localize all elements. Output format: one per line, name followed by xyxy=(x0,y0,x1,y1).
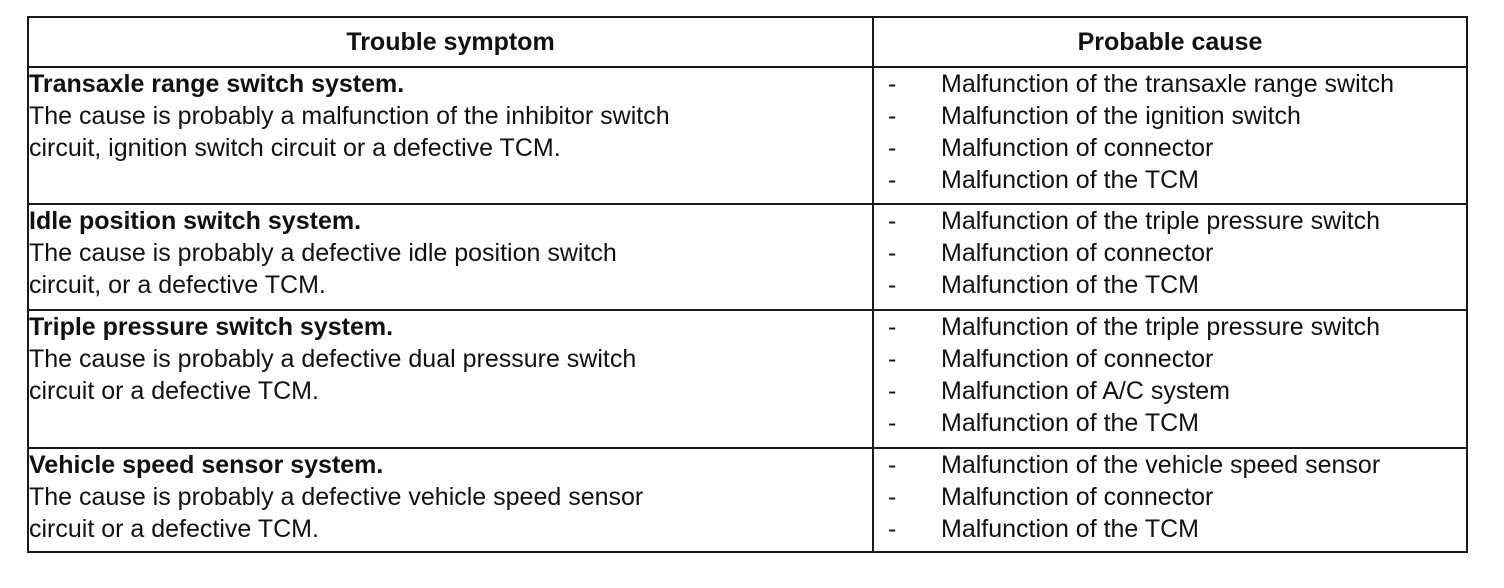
bullet-dash: - xyxy=(888,70,897,98)
table-row xyxy=(28,310,1467,448)
symptom-title: Vehicle speed sensor system. xyxy=(29,451,384,479)
cause-text: Malfunction of the TCM xyxy=(941,271,1199,299)
symptom-cell xyxy=(28,448,873,552)
cause-item xyxy=(874,237,1466,269)
cause-list xyxy=(874,449,1466,545)
cause-item xyxy=(874,481,1466,513)
bullet-dash: - xyxy=(888,345,897,373)
header-trouble-symptom: Trouble symptom xyxy=(28,17,873,67)
cause-cell xyxy=(873,310,1467,448)
cause-item xyxy=(874,269,1466,301)
symptom-description: The cause is probably a defective dual pressure switch circuit or a defective TCM. xyxy=(29,345,637,405)
cause-item xyxy=(874,343,1466,375)
cause-item xyxy=(874,68,1466,100)
cause-item xyxy=(874,311,1466,343)
symptom-description: The cause is probably a defective vehicle speed sensor circuit or a defective TCM. xyxy=(29,483,644,543)
cause-item xyxy=(874,449,1466,481)
cause-text: Malfunction of connector xyxy=(941,345,1214,373)
cause-item xyxy=(874,100,1466,132)
cause-text: Malfunction of A/C system xyxy=(941,377,1231,405)
bullet-dash: - xyxy=(888,313,897,341)
symptom-title: Idle position switch system. xyxy=(29,207,362,235)
table-row xyxy=(28,204,1467,310)
cause-cell xyxy=(873,204,1467,310)
bullet-dash: - xyxy=(888,239,897,267)
symptom-title: Transaxle range switch system. xyxy=(29,70,405,98)
cause-text: Malfunction of the TCM xyxy=(941,515,1199,543)
cause-item xyxy=(874,164,1466,196)
cause-text: Malfunction of the TCM xyxy=(941,166,1199,194)
table-header-row xyxy=(28,17,1467,67)
cause-text: Malfunction of connector xyxy=(941,134,1214,162)
symptom-title: Triple pressure switch system. xyxy=(29,313,394,341)
table-row xyxy=(28,448,1467,552)
bullet-dash: - xyxy=(888,102,897,130)
cause-item xyxy=(874,132,1466,164)
symptom-description: The cause is probably a defective idle position switch circuit, or a defective TCM. xyxy=(29,239,617,299)
bullet-dash: - xyxy=(888,451,897,479)
cause-item xyxy=(874,375,1466,407)
cause-cell xyxy=(873,448,1467,552)
symptom-description: The cause is probably a malfunction of the inhibitor switch circuit, ignition switch circuit or a defective TCM. xyxy=(29,102,670,162)
cause-cell xyxy=(873,67,1467,204)
cause-text: Malfunction of the triple pressure switch xyxy=(941,207,1381,235)
symptom-cell xyxy=(28,67,873,204)
symptom-cell xyxy=(28,204,873,310)
bullet-dash: - xyxy=(888,271,897,299)
cause-text: Malfunction of the transaxle range switch xyxy=(941,70,1395,98)
cause-text: Malfunction of connector xyxy=(941,239,1214,267)
cause-item xyxy=(874,513,1466,545)
cause-list xyxy=(874,311,1466,439)
table-row xyxy=(28,67,1467,204)
cause-text: Malfunction of the triple pressure switch xyxy=(941,313,1381,341)
bullet-dash: - xyxy=(888,515,897,543)
cause-text: Malfunction of the TCM xyxy=(941,409,1199,437)
cause-text: Malfunction of connector xyxy=(941,483,1214,511)
cause-text: Malfunction of the vehicle speed sensor xyxy=(941,451,1381,479)
bullet-dash: - xyxy=(888,207,897,235)
bullet-dash: - xyxy=(888,377,897,405)
cause-text: Malfunction of the ignition switch xyxy=(941,102,1301,130)
bullet-dash: - xyxy=(888,134,897,162)
bullet-dash: - xyxy=(888,483,897,511)
bullet-dash: - xyxy=(888,166,897,194)
symptom-cell xyxy=(28,310,873,448)
header-probable-cause: Probable cause xyxy=(873,17,1467,67)
cause-item xyxy=(874,205,1466,237)
trouble-symptom-table xyxy=(27,16,1468,553)
cause-list xyxy=(874,205,1466,301)
bullet-dash: - xyxy=(888,409,897,437)
cause-item xyxy=(874,407,1466,439)
cause-list xyxy=(874,68,1466,196)
